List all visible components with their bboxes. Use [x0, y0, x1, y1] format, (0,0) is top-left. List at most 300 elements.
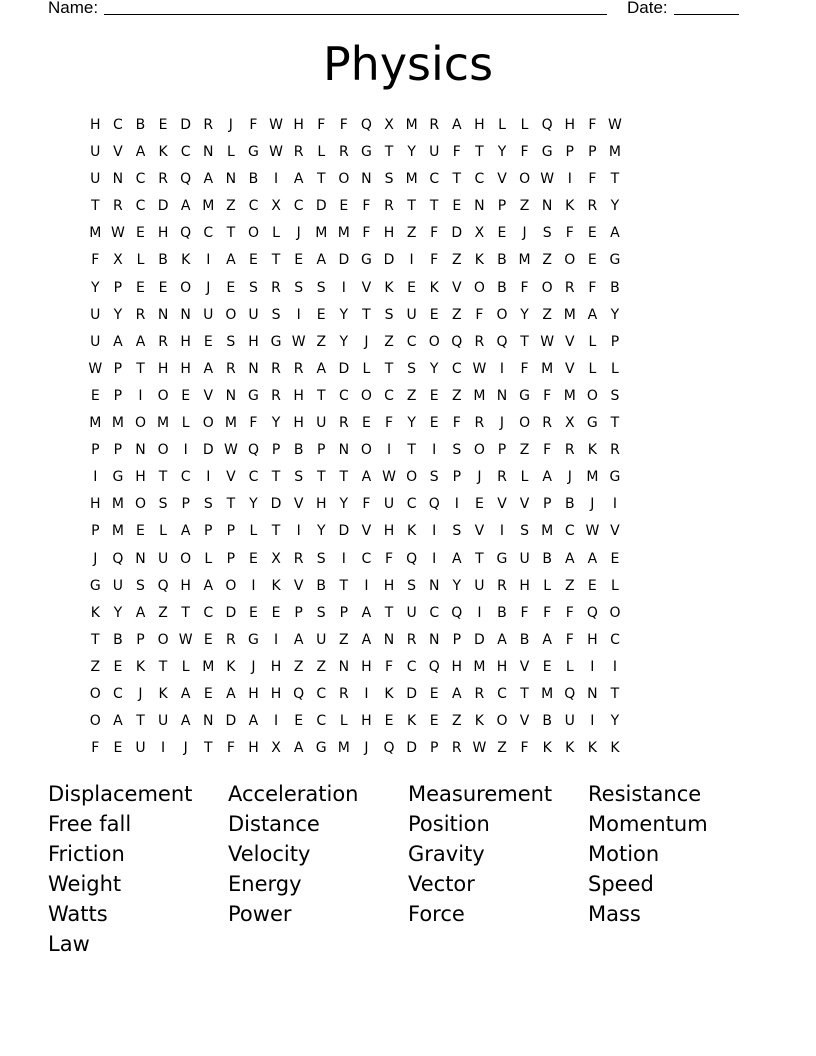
word-list-item: Velocity [228, 842, 311, 866]
grid-letter: Z [452, 387, 462, 404]
grid-row [84, 166, 626, 193]
grid-letter: Q [541, 117, 553, 133]
grid-letter: C [406, 496, 417, 513]
grid-letter: C [497, 685, 507, 702]
grid-letter: A [180, 198, 191, 215]
grid-row [84, 356, 626, 383]
grid-letter: C [610, 631, 620, 648]
grid-letter: E [136, 279, 145, 296]
grid-letter: T [407, 442, 416, 459]
grid-letter: R [158, 333, 168, 350]
grid-letter: Z [226, 198, 236, 215]
grid-letter: I [386, 442, 392, 459]
grid-letter: Q [496, 333, 508, 350]
grid-letter: D [338, 523, 350, 540]
grid-letter: C [429, 604, 440, 621]
grid-letter: F [384, 415, 394, 432]
grid-letter: Y [113, 604, 123, 621]
grid-letter: O [89, 685, 101, 702]
grid-letter: W [608, 117, 622, 133]
grid-letter: T [271, 523, 281, 540]
grid-letter: E [587, 577, 597, 594]
grid-letter: O [473, 279, 485, 296]
grid-letter: Y [339, 333, 349, 350]
grid-letter: A [226, 252, 236, 269]
grid-letter: A [542, 469, 552, 486]
date-label: Date: [627, 0, 668, 17]
grid-letter: B [564, 496, 575, 513]
grid-letter: T [316, 469, 326, 486]
grid-letter: L [136, 252, 145, 269]
grid-letter: N [428, 577, 440, 594]
grid-letter: B [293, 442, 304, 459]
grid-letter: K [271, 577, 281, 594]
grid-letter: Z [542, 252, 552, 269]
grid-letter: E [249, 550, 258, 567]
grid-letter: S [384, 171, 394, 188]
grid-letter: I [341, 550, 346, 567]
grid-letter: F [362, 496, 371, 513]
grid-letter: C [248, 198, 259, 215]
grid-letter: H [248, 333, 259, 350]
grid-letter: L [588, 333, 597, 350]
grid-letter: G [609, 469, 621, 486]
grid-letter: I [296, 306, 301, 323]
grid-letter: K [181, 252, 191, 269]
grid-letter: E [429, 415, 439, 432]
grid-letter: A [135, 333, 146, 350]
grid-letter: I [409, 252, 414, 269]
grid-letter: K [407, 523, 417, 540]
grid-letter: T [384, 360, 394, 377]
grid-letter: P [339, 604, 349, 621]
grid-letter: J [228, 117, 233, 133]
grid-letter: G [541, 144, 553, 161]
grid-letter: A [293, 740, 304, 757]
grid-letter: E [90, 387, 100, 404]
grid-letter: E [226, 279, 236, 296]
grid-letter: O [428, 333, 440, 350]
grid-letter: S [384, 306, 394, 323]
grid-letter: N [203, 144, 214, 161]
grid-letter: V [452, 279, 462, 296]
word-search-grid [84, 112, 626, 762]
grid-letter: Q [406, 550, 418, 567]
grid-letter: L [520, 117, 529, 133]
word-list-item: Measurement [408, 782, 553, 806]
grid-letter: G [586, 415, 598, 432]
grid-letter: G [248, 387, 259, 404]
grid-letter: E [610, 550, 620, 567]
grid-letter: U [90, 333, 101, 350]
grid-letter: H [474, 117, 485, 133]
grid-row [84, 112, 626, 139]
word-list-item: Weight [48, 872, 122, 896]
grid-letter: K [158, 685, 168, 702]
grid-letter: E [294, 713, 304, 730]
word-list-item: Watts [48, 902, 108, 926]
grid-letter: P [136, 631, 145, 648]
date-field[interactable] [674, 14, 739, 15]
grid-letter: X [113, 252, 123, 269]
name-field[interactable] [104, 14, 607, 15]
grid-row [84, 546, 626, 573]
grid-letter: A [452, 117, 462, 133]
grid-letter: V [497, 171, 507, 188]
grid-letter: N [338, 658, 350, 675]
grid-letter: F [249, 117, 258, 133]
grid-letter: Q [564, 685, 576, 702]
grid-letter: J [499, 415, 505, 432]
word-list-item: Position [408, 812, 490, 836]
grid-letter: R [225, 360, 236, 377]
grid-letter: C [135, 171, 146, 188]
grid-letter: Y [407, 144, 416, 161]
grid-letter: P [610, 333, 620, 350]
grid-letter: S [429, 469, 439, 486]
grid-letter: H [135, 469, 146, 486]
grid-letter: Z [564, 577, 575, 594]
grid-letter: P [113, 360, 123, 377]
grid-letter: V [519, 496, 530, 513]
grid-letter: V [203, 387, 214, 404]
grid-letter: T [384, 144, 394, 161]
grid-letter: D [202, 442, 214, 459]
grid-letter: P [91, 523, 100, 540]
grid-letter: T [339, 469, 349, 486]
grid-letter: O [247, 225, 259, 242]
grid-letter: U [112, 577, 124, 594]
grid-letter: E [271, 604, 281, 621]
grid-row [84, 410, 626, 437]
grid-letter: N [383, 631, 395, 648]
grid-row [84, 573, 626, 600]
grid-letter: O [134, 415, 146, 432]
grid-letter: H [270, 685, 282, 702]
grid-letter: L [181, 415, 190, 432]
grid-letter: S [226, 333, 236, 350]
grid-letter: O [157, 442, 169, 459]
grid-letter: N [225, 387, 237, 404]
grid-letter: V [293, 577, 304, 594]
grid-letter: M [337, 740, 350, 757]
grid-letter: J [251, 658, 256, 675]
grid-letter: D [180, 117, 192, 133]
grid-letter: B [519, 631, 530, 648]
grid-letter: V [497, 496, 507, 513]
grid-letter: J [364, 333, 369, 350]
grid-letter: T [316, 387, 326, 404]
grid-letter: B [497, 252, 507, 269]
grid-letter: C [406, 658, 417, 675]
grid-letter: I [454, 496, 459, 513]
grid-letter: O [89, 713, 101, 730]
grid-letter: Q [451, 333, 463, 350]
grid-row [84, 329, 626, 356]
name-label: Name: [48, 0, 99, 17]
grid-letter: R [497, 577, 507, 594]
grid-letter: Q [360, 117, 372, 133]
grid-letter: Y [452, 577, 462, 594]
grid-letter: N [157, 306, 169, 323]
grid-letter: P [181, 496, 190, 513]
grid-letter: P [113, 279, 123, 296]
grid-letter: M [473, 387, 486, 404]
grid-letter: K [610, 740, 620, 757]
grid-letter: E [249, 252, 258, 269]
grid-letter: G [315, 740, 327, 757]
grid-letter: W [472, 360, 487, 377]
grid-letter: G [609, 252, 621, 269]
grid-letter: O [586, 387, 598, 404]
grid-letter: Y [520, 306, 529, 323]
grid-letter: B [113, 631, 123, 648]
grid-letter: R [610, 442, 620, 459]
grid-letter: B [316, 577, 327, 594]
grid-letter: L [611, 577, 619, 594]
grid-letter: I [138, 387, 143, 404]
grid-letter: R [293, 360, 304, 377]
grid-letter: D [406, 740, 417, 757]
grid-letter: S [452, 523, 462, 540]
grid-letter: O [406, 469, 418, 486]
grid-letter: U [429, 144, 440, 161]
grid-letter: A [361, 604, 372, 621]
grid-letter: N [428, 631, 440, 648]
grid-letter: W [540, 333, 555, 350]
grid-letter: F [475, 306, 484, 323]
grid-letter: M [541, 685, 554, 702]
grid-letter: G [270, 333, 282, 350]
grid-letter: S [610, 387, 620, 404]
grid-letter: F [520, 144, 529, 161]
grid-letter: S [203, 496, 213, 513]
grid-letter: E [497, 225, 507, 242]
grid-letter: V [610, 523, 620, 540]
grid-letter: I [590, 713, 595, 730]
grid-letter: V [226, 469, 236, 486]
word-list-item: Free fall [48, 812, 132, 836]
grid-letter: R [474, 333, 485, 350]
grid-letter: I [612, 658, 618, 675]
grid-letter: V [361, 523, 372, 540]
grid-letter: P [204, 523, 213, 540]
grid-letter: F [520, 360, 529, 377]
grid-letter: K [474, 252, 484, 269]
grid-letter: S [520, 523, 530, 540]
grid-letter: J [567, 469, 572, 486]
grid-letter: T [520, 333, 529, 350]
grid-letter: I [590, 658, 595, 675]
grid-letter: V [519, 658, 530, 675]
grid-letter: N [180, 306, 191, 323]
grid-letter: A [564, 550, 575, 567]
word-list-item: Speed [588, 872, 654, 896]
grid-letter: Y [339, 496, 349, 513]
grid-letter: A [361, 469, 372, 486]
grid-letter: E [452, 198, 462, 215]
grid-letter: E [339, 198, 349, 215]
grid-letter: X [271, 198, 281, 215]
grid-letter: A [113, 333, 123, 350]
grid-letter: B [497, 279, 507, 296]
grid-letter: F [384, 658, 394, 675]
grid-letter: O [225, 577, 237, 594]
grid-letter: J [183, 740, 188, 757]
grid-letter: C [406, 333, 417, 350]
grid-letter: A [316, 252, 327, 269]
grid-letter: W [88, 360, 103, 377]
grid-letter: H [361, 658, 372, 675]
grid-row [84, 220, 626, 247]
grid-letter: H [383, 225, 395, 242]
grid-letter: O [338, 171, 350, 188]
grid-letter: C [113, 685, 123, 702]
grid-letter: Z [497, 740, 507, 757]
grid-letter: O [157, 387, 169, 404]
grid-letter: E [113, 658, 123, 675]
grid-letter: C [429, 171, 440, 188]
grid-letter: S [452, 442, 462, 459]
grid-letter: C [135, 198, 146, 215]
grid-letter: K [135, 658, 146, 675]
page-title: Physics [322, 37, 494, 91]
grid-letter: F [565, 631, 574, 648]
grid-letter: X [474, 225, 485, 242]
grid-letter: N [135, 550, 146, 567]
grid-letter: P [226, 523, 236, 540]
grid-letter: U [203, 306, 214, 323]
grid-letter: F [543, 442, 552, 459]
grid-letter: Z [452, 713, 462, 730]
grid-letter: M [541, 523, 554, 540]
grid-letter: R [542, 415, 553, 432]
grid-letter: G [248, 144, 259, 161]
grid-letter: I [251, 577, 256, 594]
grid-letter: K [384, 685, 394, 702]
grid-letter: M [202, 658, 215, 675]
grid-letter: L [611, 360, 619, 377]
grid-row [84, 383, 626, 410]
grid-row [84, 518, 626, 545]
grid-letter: P [542, 496, 552, 513]
grid-letter: K [542, 740, 552, 757]
grid-letter: P [271, 442, 281, 459]
grid-letter: O [180, 550, 192, 567]
grid-letter: W [291, 333, 306, 350]
grid-letter: Z [406, 387, 417, 404]
grid-letter: M [405, 117, 418, 133]
grid-letter: T [452, 171, 462, 188]
grid-letter: Z [406, 225, 417, 242]
grid-letter: B [542, 713, 552, 730]
grid-letter: R [293, 550, 304, 567]
grid-letter: B [248, 171, 259, 188]
grid-letter: A [180, 523, 191, 540]
grid-letter: I [499, 360, 505, 377]
grid-letter: F [520, 604, 529, 621]
grid-letter: Q [180, 225, 192, 242]
grid-letter: H [180, 333, 191, 350]
grid-letter: D [406, 685, 417, 702]
grid-row [84, 627, 626, 654]
grid-row [84, 491, 626, 518]
grid-letter: A [452, 685, 462, 702]
grid-row [84, 600, 626, 627]
grid-letter: L [272, 225, 280, 242]
grid-letter: T [362, 306, 371, 323]
grid-letter: P [429, 740, 439, 757]
grid-letter: H [157, 225, 169, 242]
grid-letter: R [338, 144, 349, 161]
grid-letter: W [585, 523, 600, 540]
grid-letter: M [405, 171, 418, 188]
word-list-item: Vector [408, 872, 475, 896]
grid-letter: H [293, 117, 304, 133]
grid-letter: R [587, 198, 598, 215]
grid-letter: C [180, 144, 191, 161]
grid-letter: K [429, 279, 439, 296]
grid-letter: H [90, 117, 101, 133]
grid-letter: N [135, 442, 146, 459]
grid-letter: H [587, 631, 598, 648]
grid-letter: K [407, 713, 417, 730]
grid-letter: A [587, 306, 598, 323]
grid-letter: C [451, 360, 462, 377]
grid-letter: Z [452, 306, 462, 323]
grid-letter: S [407, 577, 417, 594]
grid-letter: M [224, 415, 237, 432]
grid-letter: S [294, 279, 304, 296]
grid-row [84, 437, 626, 464]
grid-letter: E [203, 631, 213, 648]
grid-letter: G [89, 577, 101, 594]
grid-letter: D [474, 631, 485, 648]
grid-letter: R [406, 631, 417, 648]
grid-letter: A [293, 171, 304, 188]
grid-letter: W [269, 144, 283, 161]
grid-letter: J [522, 225, 527, 242]
grid-letter: H [519, 577, 530, 594]
grid-letter: F [543, 387, 552, 404]
grid-letter: Y [610, 713, 620, 730]
grid-letter: Y [91, 279, 100, 296]
grid-letter: R [451, 740, 462, 757]
grid-letter: Z [452, 252, 462, 269]
grid-letter: O [541, 279, 553, 296]
grid-letter: E [136, 523, 145, 540]
grid-letter: T [610, 685, 620, 702]
grid-letter: T [475, 144, 484, 161]
grid-letter: B [542, 550, 552, 567]
grid-letter: P [91, 442, 100, 459]
grid-letter: U [90, 306, 101, 323]
grid-letter: R [338, 415, 349, 432]
grid-letter: T [520, 685, 529, 702]
grid-letter: C [180, 469, 191, 486]
grid-row [84, 654, 626, 681]
grid-letter: U [248, 306, 259, 323]
grid-letter: R [384, 198, 394, 215]
grid-letter: F [452, 415, 461, 432]
word-list-item: Momentum [588, 812, 708, 836]
grid-letter: Y [249, 496, 258, 513]
grid-letter: A [203, 360, 214, 377]
grid-letter: J [590, 496, 595, 513]
grid-letter: T [429, 198, 439, 215]
word-list-item: Power [228, 902, 292, 926]
grid-letter: Q [586, 604, 598, 621]
